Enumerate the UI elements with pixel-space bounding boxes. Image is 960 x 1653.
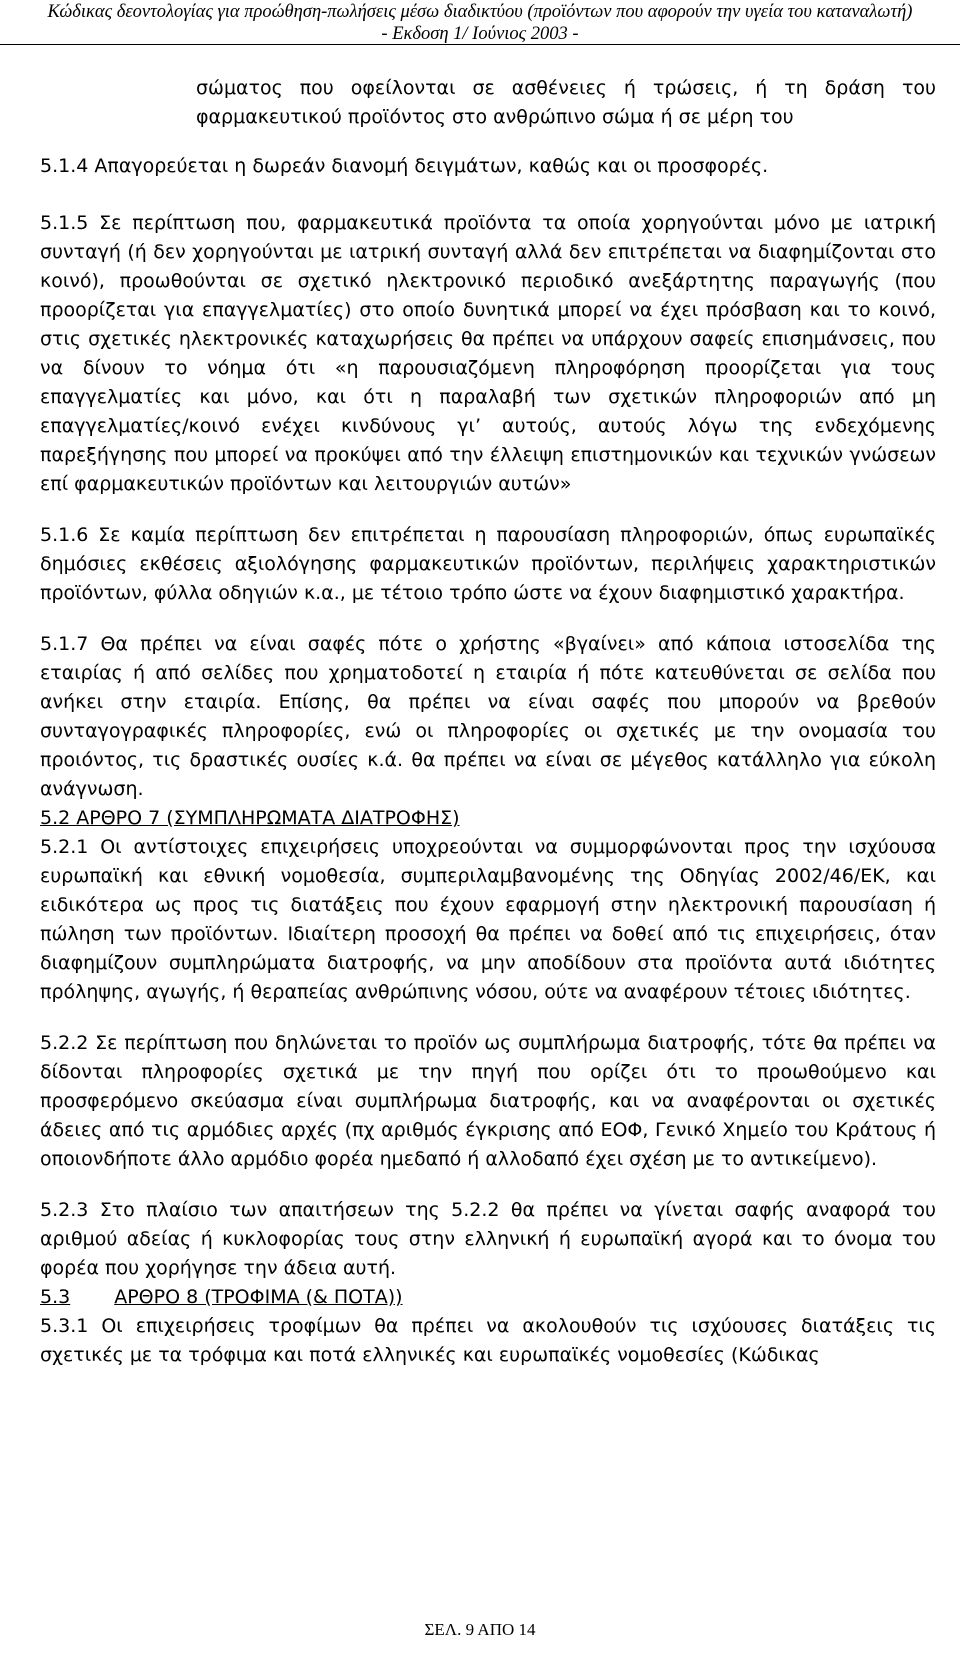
section-title-5-2: ΑΡΘΡΟ 7 (ΣΥΜΠΛΗΡΩΜΑΤΑ ΔΙΑΤΡΟΦΗΣ): [76, 807, 460, 829]
section-heading-5-3: [40, 1283, 936, 1312]
paragraph-5-2-3: 5.2.3 Στο πλαίσιο των απαιτήσεων της 5.2.2 θα πρέπει να γίνεται σαφής αναφορά του αριθμού αδείας ή κυκλοφορίας τους στην ελληνική ή ευρωπαϊκή αγορά και το όνομα του φορέα που χορήγησε την άδεια αυτή.: [40, 1199, 936, 1279]
section-number-5-3: 5.3: [40, 1286, 71, 1308]
paragraph-5-1-6: 5.1.6 Σε καμία περίπτωση δεν επιτρέπεται η παρουσίαση πληροφοριών, όπως ευρωπαϊκές δημόσιες εκθέσεις αξιολόγησης φαρμακευτικών προϊόντων, περιλήψεις χαρακτηριστικών προϊόντων, φύλλα οδηγιών κ.α., με τέτοιο τρόπο ώστε να έχουν διαφημιστικό χαρακτήρα.: [40, 524, 936, 604]
section-number-5-2: 5.2: [40, 807, 77, 829]
paragraph-5-3-1: 5.3.1 Οι επιχειρήσεις τροφίμων θα πρέπει να ακολουθούν τις ισχύουσες διατάξεις τις σχετικές με τα τρόφιμα και ποτά ελληνικές και ευρωπαϊκές νομοθεσίες (Κώδικας: [40, 1315, 936, 1366]
paragraph-5-1-7: 5.1.7 Θα πρέπει να είναι σαφές πότε ο χρήστης «βγαίνει» από κάποια ιστοσελίδα της εταιρίας ή από σελίδες που χρηματοδοτεί η εταιρία ή πότε κατευθύνεται σε σελίδα που ανήκει στην εταιρία. Επίσης, θα πρέπει να είναι σαφές που μπορούν να βρεθούν συνταγογραφικές πληροφορίες, ενώ οι πληροφορίες οι σχετικές με την ονομασία του προιόντος, τις δραστικές ουσίες κ.ά. θα πρέπει να είναι σε μέγεθος κατάλληλο για εύκολη ανάγνωση.: [40, 633, 936, 800]
section-title-5-3: ΑΡΘΡΟ 8 (ΤΡΟΦΙΜΑ (& ΠΟΤΑ)): [114, 1286, 403, 1308]
header-divider: [0, 44, 960, 45]
section-heading-5-2: [40, 804, 936, 833]
page-number: ΣΕΛ. 9 ΑΠΟ 14: [424, 1620, 536, 1639]
document-body: [40, 62, 936, 1370]
header-title: Κώδικας δεοντολογίας για προώθηση-πωλήσεις μέσω διαδικτύου (προϊόντων που αφορούν την υγεία του καταναλωτή): [47, 2, 913, 22]
page-header: [0, 0, 960, 45]
header-edition: - Εκδοση 1/ Ιούνιος 2003 -: [381, 24, 579, 44]
paragraph-5-1-4: 5.1.4 Απαγορεύεται η δωρεάν διανομή δειγμάτων, καθώς και οι προσφορές.: [40, 155, 769, 177]
paragraph-5-2-1: 5.2.1 Οι αντίστοιχες επιχειρήσεις υποχρεούνται να συμμορφώνονται προς την ισχύουσα ευρωπαϊκή και εθνική νομοθεσία, συμπεριλαμβανομένης της Οδηγίας 2002/46/ΕΚ, και ειδικότερα ως προς τις διατάξεις που έχουν εφαρμογή στην ηλεκτρονική παρουσίαση ή πώληση των προϊόντων. Ιδιαίτερη προσοχή θα πρέπει να δοθεί από τις επιχειρήσεις, όταν διαφημίζουν συμπληρώματα διατροφής, να μην αποδίδουν στα προϊόντα αυτά ιδιότητες πρόληψης, αγωγής, ή θεραπείας ανθρώπινης νόσου, ούτε να αναφέρουν τέτοιες ιδιότητες.: [40, 836, 936, 1003]
continuation-paragraph: σώματος που οφείλονται σε ασθένειες ή τρώσεις, ή τη δράση του φαρμακευτικού προϊόντος στο ανθρώπινο σώμα ή σε μέρη του: [196, 77, 936, 128]
paragraph-5-1-5: 5.1.5 Σε περίπτωση που, φαρμακευτικά προϊόντα τα οποία χορηγούνται μόνο με ιατρική συνταγή (ή δεν χορηγούνται με ιατρική συνταγή αλλά δεν επιτρέπεται να διαφημίζονται στο κοινό), προωθούνται σε σχετικό ηλεκτρονικό περιοδικό ανεξάρτητης παραγωγής (που προορίζεται για επαγγελματίες) στο οποίο δυνητικά μπορεί να έχει πρόσβαση και το κοινό, στις σχετικές ηλεκτρονικές καταχωρήσεις θα πρέπει να υπάρχουν σαφείς επισημάνσεις, που να δίνουν το νόημα ότι «η παρουσιαζόμενη πληροφόρηση προορίζεται για τους επαγγελματίες και μόνο, και ότι η παραλαβή των σχετικών πληροφοριών από μη επαγγελματίες/κοινό ενέχει κινδύνους γι’ αυτούς, αυτούς λόγω της ενδεχόμενης παρεξήγησης που μπορεί να προκύψει από την έλλειψη επιστημονικών και τεχνικών γνώσεων επί φαρμακευτικών προϊόντων και λειτουργιών αυτών»: [40, 212, 936, 495]
paragraph-5-2-2: 5.2.2 Σε περίπτωση που δηλώνεται το προϊόν ως συμπλήρωμα διατροφής, τότε θα πρέπει να δίδονται πληροφορίες σχετικά με την πηγή που ορίζει ότι το προωθούμενο και προσφερόμενο σκεύασμα είναι συμπλήρωμα διατροφής, και να αναφέρονται οι σχετικές άδειες από τις αρμόδιες αρχές (πχ αριθμός έγκρισης από ΕΟΦ, Γενικό Χημείο του Κράτους ή οποιονδήποτε άλλο αρμόδιο φορέα ημεδαπό ή αλλοδαπό έχει σχέση με το αντικείμενο).: [40, 1032, 936, 1170]
